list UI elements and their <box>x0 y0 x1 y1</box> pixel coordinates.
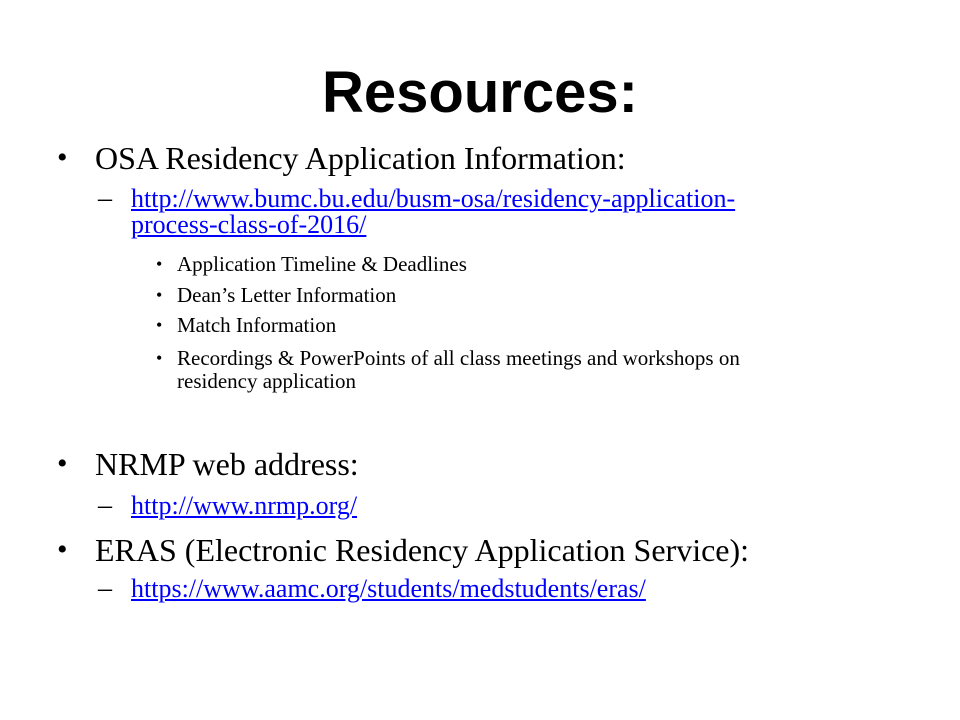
slide-title: Resources: <box>322 60 638 125</box>
osa-heading: OSA Residency Application Information: <box>95 140 626 176</box>
eras-heading: ERAS (Electronic Residency Application Service): <box>95 532 750 568</box>
nrmp-heading-item <box>57 446 359 482</box>
bullet-icon: • <box>57 447 68 480</box>
osa-residency-link[interactable] <box>131 184 735 239</box>
osa-subitem-label: Match Information <box>177 313 337 337</box>
bullet-icon: • <box>156 285 163 305</box>
dash-icon: – <box>98 490 112 521</box>
osa-link-item <box>98 183 891 239</box>
nrmp-heading: NRMP web address: <box>95 446 359 482</box>
nrmp-link[interactable]: http://www.nrmp.org/ <box>131 491 358 520</box>
dash-icon: – <box>98 573 112 604</box>
bullet-icon: • <box>156 315 163 335</box>
osa-subitem-label: Application Timeline & Deadlines <box>177 252 467 276</box>
nrmp-link-item <box>98 490 891 521</box>
bullet-icon: • <box>57 533 68 566</box>
osa-subitem-match <box>156 313 877 337</box>
bullet-icon: • <box>156 254 163 274</box>
osa-link-line2: process-class-of-2016/ <box>131 210 367 239</box>
eras-link[interactable]: https://www.aamc.org/students/medstudents/eras/ <box>131 574 646 603</box>
osa-subitem-label: Dean’s Letter Information <box>177 283 397 307</box>
osa-subitem-deans-letter <box>156 283 877 307</box>
eras-heading-item <box>57 532 750 568</box>
bullet-icon: • <box>57 141 68 174</box>
osa-recordings-line1: Recordings & PowerPoints of all class meetings and workshops on <box>177 346 740 370</box>
dash-icon: – <box>98 183 112 214</box>
bullet-icon: • <box>156 348 163 368</box>
osa-recordings-line2: residency application <box>177 369 357 393</box>
eras-link-item <box>98 573 891 604</box>
osa-subitem-recordings <box>156 346 877 393</box>
osa-link-line1: http://www.bumc.bu.edu/busm-osa/residency-application- <box>131 184 736 213</box>
osa-subitem-timeline <box>156 252 877 276</box>
osa-heading-item <box>57 140 626 176</box>
